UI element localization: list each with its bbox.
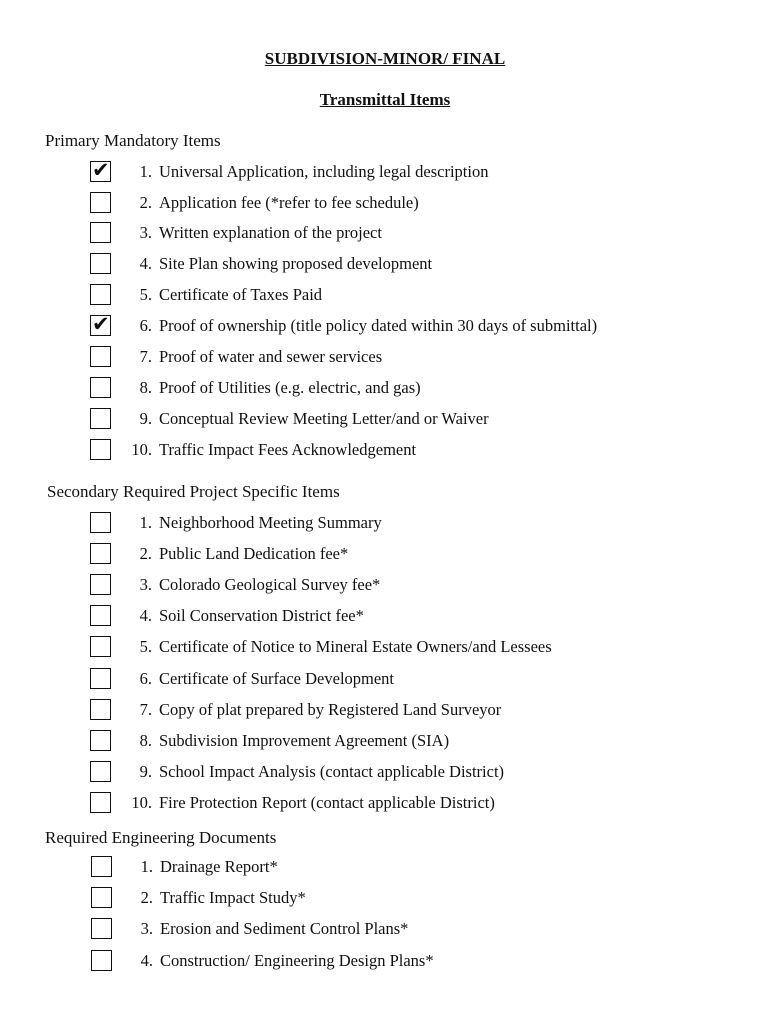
checklist-item bbox=[91, 918, 731, 944]
item-label: Subdivision Improvement Agreement (SIA) bbox=[159, 731, 450, 750]
item-label: Proof of Utilities (e.g. electric, and gas) bbox=[159, 378, 421, 397]
checklist-item bbox=[90, 192, 730, 218]
document-title: SUBDIVISION-MINOR/ FINAL bbox=[264, 49, 506, 68]
item-label: Soil Conservation District fee* bbox=[159, 606, 364, 625]
item-label: Application fee (*refer to fee schedule) bbox=[159, 193, 419, 212]
item-label: Proof of water and sewer services bbox=[159, 347, 383, 366]
section-heading: Secondary Required Project Specific Items bbox=[47, 482, 340, 501]
item-label: Fire Protection Report (contact applicable District) bbox=[159, 793, 495, 812]
item-number: 3. bbox=[139, 575, 152, 594]
item-number: 1. bbox=[140, 857, 153, 876]
checklist-item bbox=[91, 887, 731, 913]
section-heading: Primary Mandatory Items bbox=[45, 131, 221, 150]
item-number: 9. bbox=[139, 762, 152, 781]
checklist-item bbox=[90, 439, 730, 465]
checkmark-icon: ✔ bbox=[92, 312, 110, 336]
item-number: 10. bbox=[131, 440, 152, 459]
item-label: Conceptual Review Meeting Letter/and or Waiver bbox=[159, 409, 489, 428]
checklist-item bbox=[90, 408, 730, 434]
item-label: Universal Application, including legal description bbox=[159, 162, 489, 181]
checklist-item bbox=[90, 605, 730, 631]
section-heading: Required Engineering Documents bbox=[45, 828, 277, 847]
checklist-item bbox=[90, 543, 730, 569]
item-number: 4. bbox=[139, 606, 152, 625]
item-label: Construction/ Engineering Design Plans* bbox=[160, 951, 434, 970]
checklist-item bbox=[90, 312, 730, 341]
item-number: 5. bbox=[139, 637, 152, 656]
item-number: 7. bbox=[139, 347, 152, 366]
checklist-item bbox=[90, 253, 730, 279]
item-number: 2. bbox=[139, 193, 152, 212]
item-number: 1. bbox=[139, 162, 152, 181]
item-number: 2. bbox=[140, 888, 153, 907]
item-number: 3. bbox=[139, 223, 152, 242]
checklist-item bbox=[90, 158, 730, 187]
item-number: 5. bbox=[139, 285, 152, 304]
checklist-item bbox=[90, 730, 730, 756]
item-label: Traffic Impact Fees Acknowledgement bbox=[159, 440, 417, 459]
checklist-item bbox=[90, 377, 730, 403]
document-subtitle: Transmittal Items bbox=[319, 90, 451, 109]
checklist-item bbox=[90, 574, 730, 600]
checklist-item bbox=[90, 512, 730, 538]
item-number: 4. bbox=[139, 254, 152, 273]
item-label: School Impact Analysis (contact applicable District) bbox=[159, 762, 505, 781]
item-number: 10. bbox=[131, 793, 152, 812]
checklist-item bbox=[90, 699, 730, 725]
item-number: 4. bbox=[140, 951, 153, 970]
checklist-item bbox=[90, 346, 730, 372]
item-label: Written explanation of the project bbox=[159, 223, 382, 242]
item-label: Proof of ownership (title policy dated within 30 days of submittal) bbox=[159, 316, 598, 335]
item-label: Drainage Report* bbox=[160, 857, 278, 876]
item-label: Certificate of Surface Development bbox=[159, 669, 395, 688]
item-number: 8. bbox=[139, 378, 152, 397]
item-label: Erosion and Sediment Control Plans* bbox=[160, 919, 409, 938]
item-label: Traffic Impact Study* bbox=[160, 888, 306, 907]
checklist-item bbox=[90, 636, 730, 662]
item-number: 9. bbox=[139, 409, 152, 428]
checklist-item bbox=[91, 950, 731, 976]
item-label: Certificate of Taxes Paid bbox=[159, 285, 323, 304]
item-number: 2. bbox=[139, 544, 152, 563]
item-label: Site Plan showing proposed development bbox=[159, 254, 433, 273]
item-label: Certificate of Notice to Mineral Estate Owners/and Lessees bbox=[159, 637, 552, 656]
item-label: Copy of plat prepared by Registered Land Surveyor bbox=[159, 700, 502, 719]
checklist-item bbox=[90, 668, 730, 694]
checklist-item bbox=[90, 222, 730, 248]
item-number: 6. bbox=[139, 669, 152, 688]
item-label: Public Land Dedication fee* bbox=[159, 544, 349, 563]
checklist-item bbox=[91, 856, 731, 882]
item-number: 3. bbox=[140, 919, 153, 938]
checklist-item bbox=[90, 792, 730, 818]
item-number: 1. bbox=[139, 513, 152, 532]
item-number: 6. bbox=[139, 316, 152, 335]
item-label: Neighborhood Meeting Summary bbox=[159, 513, 382, 532]
item-number: 8. bbox=[139, 731, 152, 750]
item-label: Colorado Geological Survey fee* bbox=[159, 575, 381, 594]
checklist-item bbox=[90, 284, 730, 310]
item-number: 7. bbox=[139, 700, 152, 719]
checkmark-icon: ✔ bbox=[92, 158, 110, 182]
checklist-item bbox=[90, 761, 730, 787]
